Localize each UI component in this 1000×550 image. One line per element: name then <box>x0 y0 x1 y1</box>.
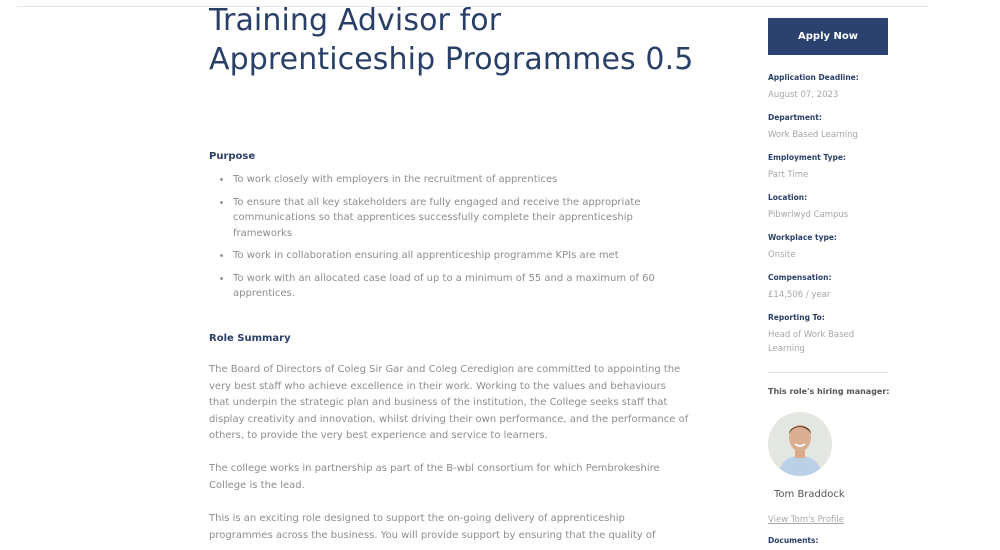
manager-photo-icon <box>768 412 832 476</box>
list-item: To work closely with employers in the recruitment of apprentices <box>233 172 689 188</box>
purpose-heading: Purpose <box>209 151 256 162</box>
location-value: Pibwrlwyd Campus <box>768 210 849 220</box>
apply-now-button[interactable]: Apply Now <box>768 18 888 55</box>
purpose-list <box>209 172 689 309</box>
reporting-to-label: Reporting To: <box>768 313 825 322</box>
workplace-type-value: Onsite <box>768 250 796 260</box>
employment-type-label: Employment Type: <box>768 153 846 162</box>
deadline-value: August 07, 2023 <box>768 90 839 100</box>
view-profile-link[interactable]: View Tom's Profile <box>768 515 844 525</box>
role-summary-heading: Role Summary <box>209 333 291 344</box>
compensation-value: £14,506 / year <box>768 290 831 300</box>
role-summary-paragraph: The college works in partnership as part of the B-wbl consortium for which Pembrokeshire College is the lead. <box>209 463 660 491</box>
department-label: Department: <box>768 113 822 122</box>
department-value: Work Based Learning <box>768 130 858 140</box>
sidebar-divider <box>768 372 888 373</box>
list-item: To work with an allocated case load of up to a minimum of 55 and a maximum of 60 apprentices. <box>233 271 689 302</box>
role-summary-paragraph: This is an exciting role designed to support the on-going delivery of apprenticeship programmes across the business. You will provide support by ensuring that the quality of <box>209 513 656 541</box>
employment-type-value: Part Time <box>768 170 809 180</box>
workplace-type-label: Workplace type: <box>768 233 837 242</box>
documents-label: Documents: <box>768 536 819 545</box>
page-title: Training Advisor for Apprenticeship Programmes 0.5 <box>209 3 694 77</box>
avatar <box>768 412 832 476</box>
hiring-manager-label: This role's hiring manager: <box>768 387 890 396</box>
manager-name: Tom Braddock <box>774 489 845 500</box>
location-label: Location: <box>768 193 808 202</box>
role-summary-paragraph: The Board of Directors of Coleg Sir Gar and Coleg Ceredigion are committed to appointing the very best staff who achieve excellence in their work. Working to the values and behaviours that underpin the strategic plan and business of the institution, the College seeks staff that display creativity and innovation, whilst driving their own performance, and the performance of others, to provide the very best experience and service to learners. <box>209 364 689 441</box>
reporting-to-value: Head of Work Based Learning <box>768 330 855 354</box>
compensation-label: Compensation: <box>768 273 832 282</box>
list-item: To work in collaboration ensuring all apprenticeship programme KPIs are met <box>233 248 689 264</box>
deadline-label: Application Deadline: <box>768 73 859 82</box>
list-item: To ensure that all key stakeholders are fully engaged and receive the appropriate communications so that apprentices successfully complete their apprenticeship frameworks <box>233 195 689 242</box>
